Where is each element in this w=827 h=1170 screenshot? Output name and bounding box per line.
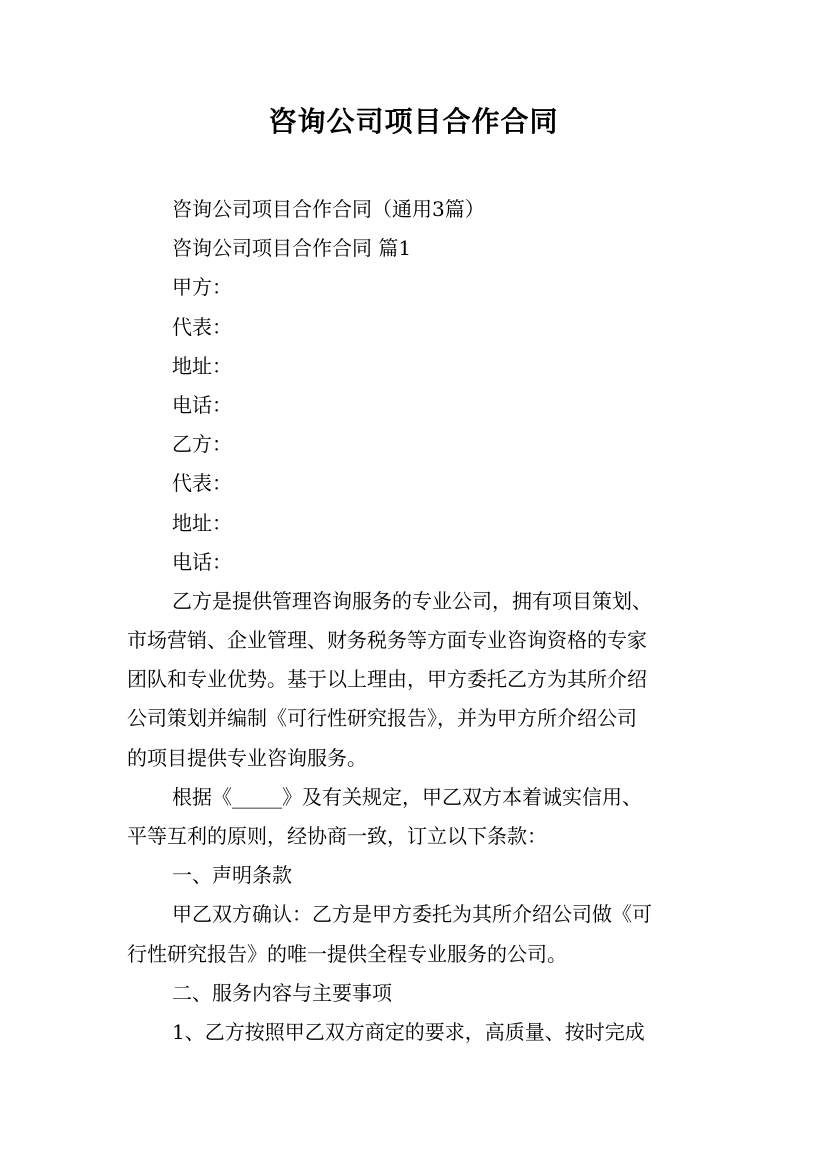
paragraph-line: 团队和专业优势。基于以上理由，甲方委托乙方为其所介绍	[127, 667, 647, 692]
paragraph-line: 的项目提供专业咨询服务。	[127, 745, 367, 770]
paragraph-line: 甲乙双方确认：乙方是甲方委托为其所介绍公司做《可	[172, 902, 652, 927]
document-body	[127, 190, 717, 1052]
paragraph-line: 乙方：	[172, 432, 232, 457]
paragraph-line: 一、声明条款	[172, 863, 292, 888]
paragraph-line: 咨询公司项目合作合同 篇1	[172, 236, 412, 261]
paragraph-line: 代表：	[172, 471, 232, 496]
paragraph-line: 电话：	[172, 392, 232, 417]
paragraph-line: 行性研究报告》的唯一提供全程专业服务的公司。	[127, 941, 567, 966]
paragraph-line: 电话：	[172, 549, 232, 574]
paragraph-line: 1、乙方按照甲乙双方商定的要求，高质量、按时完成	[172, 1019, 645, 1044]
paragraph-line: 代表：	[172, 314, 232, 339]
paragraph-line: 地址：	[172, 353, 232, 378]
paragraph-line: 咨询公司项目合作合同（通用3篇）	[172, 197, 485, 221]
paragraph-line: 二、服务内容与主要事项	[172, 980, 392, 1005]
paragraph-line: 乙方是提供管理咨询服务的专业公司，拥有项目策划、	[172, 588, 652, 613]
paragraph-line: 地址：	[172, 510, 232, 535]
paragraph-line: 公司策划并编制《可行性研究报告》，并为甲方所介绍公司	[127, 706, 637, 731]
paragraph-line: 平等互利的原则，经协商一致，订立以下条款：	[127, 824, 547, 848]
paragraph-line: 根据《_____》及有关规定，甲乙双方本着诚实信用、	[172, 784, 642, 809]
paragraph-line: 市场营销、企业管理、财务税务等方面专业咨询资格的专家	[127, 628, 647, 653]
paragraph-line: 甲方：	[172, 275, 232, 300]
document-title: 咨询公司项目合作合同	[268, 105, 559, 138]
